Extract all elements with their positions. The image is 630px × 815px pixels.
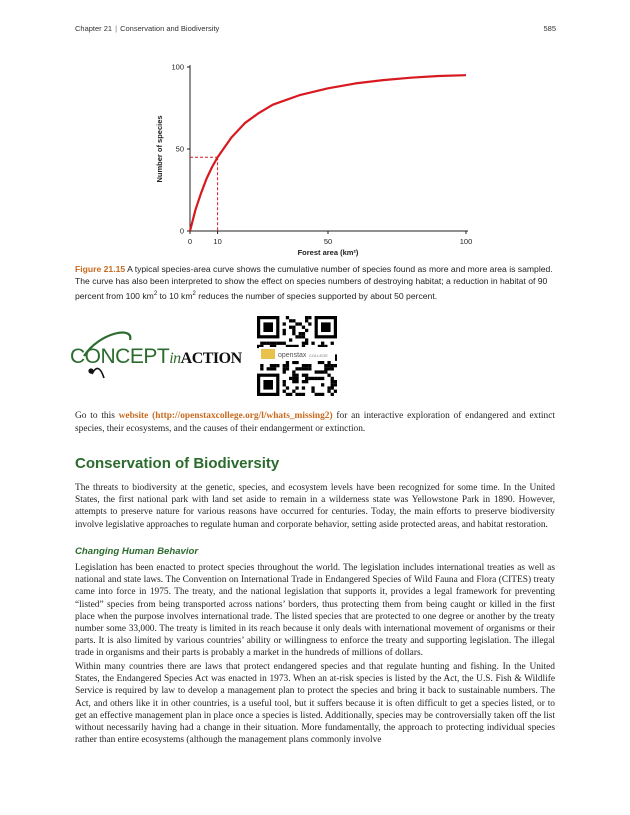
qr-module — [286, 364, 289, 367]
figure-caption — [75, 263, 555, 302]
qr-module — [305, 329, 308, 332]
qr-module — [327, 367, 330, 370]
qr-module — [289, 319, 292, 322]
qr-module — [292, 326, 295, 329]
qr-module — [283, 364, 286, 367]
x-axis-title: Forest area (km²) — [297, 248, 359, 257]
concept-title: CONCEPT — [70, 345, 170, 368]
qr-module — [286, 316, 289, 319]
concept-action: ACTION — [180, 350, 242, 367]
qr-module — [295, 393, 298, 396]
chapter-title: Conservation and Biodiversity — [120, 24, 220, 33]
qr-module — [334, 380, 337, 383]
qr-module — [331, 383, 334, 386]
qr-module — [305, 342, 308, 345]
qr-module — [295, 335, 298, 338]
qr-module — [324, 370, 327, 373]
qr-module — [334, 383, 337, 386]
in-action — [169, 350, 241, 367]
qr-module — [315, 377, 318, 380]
caption-text-c: reduces the number of species supported by about 50 percent. — [195, 290, 438, 301]
qr-module — [295, 374, 298, 377]
qr-module — [318, 361, 321, 364]
qr-code — [257, 316, 337, 396]
qr-module — [327, 364, 330, 367]
qr-module — [302, 380, 305, 383]
figure-label: Figure 21.15 — [75, 264, 126, 274]
openstax-logo-icon — [261, 349, 275, 359]
qr-module — [311, 377, 314, 380]
qr-module — [305, 316, 308, 319]
qr-module — [295, 367, 298, 370]
go-text-b: for an interactive exploration of endangered and extinct species, their ecosystems, and the causes of their endangerment or extinction. — [75, 411, 555, 434]
qr-module — [331, 386, 334, 389]
qr-module — [305, 319, 308, 322]
concept-text — [70, 345, 242, 369]
qr-module — [260, 364, 263, 367]
qr-module — [308, 322, 311, 325]
qr-module — [292, 329, 295, 332]
qr-brand: openstax — [278, 352, 307, 359]
qr-module — [295, 380, 298, 383]
go-to-paragraph — [75, 410, 555, 436]
qr-module — [283, 383, 286, 386]
qr-module — [263, 342, 266, 345]
qr-finder — [263, 322, 273, 332]
qr-module — [302, 335, 305, 338]
qr-module — [273, 364, 276, 367]
caption-sup-1: 2 — [153, 290, 158, 297]
qr-module — [283, 332, 286, 335]
qr-module — [308, 377, 311, 380]
qr-module — [318, 393, 321, 396]
qr-module — [324, 364, 327, 367]
y-axis-title: Number of species — [155, 115, 164, 183]
y-tick-label: 50 — [175, 144, 184, 154]
qr-module — [302, 374, 305, 377]
paragraph-intro: The threats to biodiversity at the genetic, species, and ecosystem levels have been recognized for some time. In the United States, the first national park with land set aside to remain in a wilderness state was Yellowstone Park in 1890. However, attempts to preserve nature for various reasons have occurred for centuries. Today, the main efforts to preserve biodiversity involve legislative approaches to regulate human and corporate behavior, setting aside protected areas, and habitat restoration. — [75, 483, 555, 530]
caption-sup-2: 2 — [192, 290, 196, 297]
qr-module — [283, 322, 286, 325]
qr-module — [321, 361, 324, 364]
qr-module — [292, 370, 295, 373]
species-area-chart — [150, 55, 485, 265]
qr-module — [324, 367, 327, 370]
qr-module — [299, 393, 302, 396]
qr-module — [305, 364, 308, 367]
qr-finder — [263, 380, 273, 390]
qr-module — [311, 390, 314, 393]
qr-module — [302, 342, 305, 345]
qr-module — [327, 386, 330, 389]
go-text-a: Go to this — [75, 411, 119, 421]
chart-plot-area — [171, 63, 472, 247]
qr-module — [283, 380, 286, 383]
qr-module — [286, 367, 289, 370]
qr-module — [279, 342, 282, 345]
page-header — [75, 24, 556, 33]
qr-module — [270, 364, 273, 367]
qr-module — [331, 367, 334, 370]
page-number: 585 — [543, 24, 556, 33]
qr-module — [267, 367, 270, 370]
species-area-curve — [190, 75, 466, 231]
qr-module — [334, 390, 337, 393]
qr-module — [321, 370, 324, 373]
qr-finder — [321, 322, 331, 332]
concept-in-action-logo — [70, 326, 240, 386]
qr-module — [289, 338, 292, 341]
qr-module — [318, 370, 321, 373]
qr-module — [299, 332, 302, 335]
qr-module — [321, 383, 324, 386]
qr-module — [295, 386, 298, 389]
qr-module — [305, 380, 308, 383]
qr-module — [270, 342, 273, 345]
qr-module — [276, 364, 279, 367]
qr-module — [299, 322, 302, 325]
qr-module — [286, 361, 289, 364]
qr-module — [289, 326, 292, 329]
qr-module — [331, 377, 334, 380]
qr-module — [334, 364, 337, 367]
qr-module — [260, 367, 263, 370]
qr-module — [260, 342, 263, 345]
subsection-heading: Changing Human Behavior — [75, 546, 199, 557]
qr-module — [305, 367, 308, 370]
caption-text-a: A typical species-area curve shows the cumulative number of species found as more and more area is sampled. The curve has also been interpreted to show the effect on species numbers of destroying habitat; a reduction in habitat of 90 percent from 100 km — [75, 264, 553, 301]
website-link[interactable]: website (http://openstaxcollege.org/l/whats_missing2) — [118, 411, 333, 421]
section-heading: Conservation of Biodiversity — [75, 455, 280, 472]
qr-module — [331, 342, 334, 345]
paragraph-endangered-species-act: Within many countries there are laws that protect endangered species and that regulate hunting and fishing. In the United States, the Endangered Species Act was enacted in 1973. When an at-risk species is listed by the Act, the U.S. Fish & Wildlife Service is required by law to develop a management plan to protect the species and bring it back to sustainable numbers. The Act, and others like it in other countries, is a useful tool, but it suffers because it is often difficult to get a species listed, or to get an effective management plan in place once a species is listed. Additionally, species may be controversially taken off the list without necessarily having had a change in their situation. More fundamentally, the approach to protecting individual species rather than entire ecosystems (although the management plans commonly involve — [75, 662, 555, 746]
qr-module — [283, 342, 286, 345]
qr-module — [273, 342, 276, 345]
qr-module — [302, 393, 305, 396]
qr-module — [292, 319, 295, 322]
qr-module — [276, 342, 279, 345]
qr-module — [308, 316, 311, 319]
qr-module — [299, 335, 302, 338]
qr-module — [305, 377, 308, 380]
qr-module — [311, 386, 314, 389]
y-tick-label: 0 — [179, 226, 184, 236]
qr-module — [302, 332, 305, 335]
qr-module — [302, 367, 305, 370]
qr-module — [283, 329, 286, 332]
x-tick-label: 50 — [323, 237, 333, 246]
concept-in: in — [169, 350, 181, 367]
qr-module — [305, 338, 308, 341]
qr-module — [321, 377, 324, 380]
qr-module — [292, 380, 295, 383]
qr-module — [292, 361, 295, 364]
qr-module — [331, 380, 334, 383]
qr-module — [302, 364, 305, 367]
qr-module — [283, 390, 286, 393]
qr-module — [289, 393, 292, 396]
qr-module — [292, 377, 295, 380]
x-tick-label: 100 — [459, 237, 473, 246]
qr-module — [315, 393, 318, 396]
qr-module — [292, 332, 295, 335]
qr-module — [267, 342, 270, 345]
qr-module — [292, 390, 295, 393]
qr-module — [305, 374, 308, 377]
qr-module — [270, 367, 273, 370]
qr-module — [318, 377, 321, 380]
qr-module — [327, 374, 330, 377]
qr-module — [273, 367, 276, 370]
qr-module — [331, 393, 334, 396]
qr-module — [289, 377, 292, 380]
qr-module — [292, 374, 295, 377]
qr-module — [295, 377, 298, 380]
qr-module — [308, 367, 311, 370]
qr-module — [331, 364, 334, 367]
qr-module — [315, 370, 318, 373]
caption-text-b: to 10 km — [157, 290, 193, 301]
qr-module — [283, 367, 286, 370]
qr-module — [286, 386, 289, 389]
qr-module — [327, 361, 330, 364]
qr-module — [295, 361, 298, 364]
qr-module — [302, 386, 305, 389]
qr-sub: COLLEGE — [309, 353, 328, 358]
qr-module — [311, 342, 314, 345]
qr-module — [283, 370, 286, 373]
qr-module — [299, 367, 302, 370]
paragraph-legislation: Legislation has been enacted to protect species throughout the world. The legislation includes international treaties as well as national and state laws. The Convention on International Trade in Endangered Species of Wild Fauna and Flora (CITES) treaty came into force in 1975. The treaty, and the national legislation that supports it, provides a legal framework for preventing “listed” species from being transported across nations’ borders, thus protecting them from being caught or killed in the first place when the purpose involves international trade. The listed species that are protected to one degree or another by the treaty number some 33,000. The treaty is limited in its reach because it only deals with international movement of organisms or their parts. It is also limited by various countries’ ability or willingness to enforce the treaty and supporting legislation. The illegal trade in organisms and their parts is probably a market in the hundreds of millions of dollars. — [75, 563, 555, 659]
qr-module — [302, 326, 305, 329]
qr-module — [295, 322, 298, 325]
qr-module — [286, 393, 289, 396]
running-head: Chapter 21 | Conservation and Biodiversity — [75, 24, 220, 33]
chapter-number: Chapter 21 — [75, 24, 113, 33]
qr-module — [308, 364, 311, 367]
x-tick-label: 0 — [187, 237, 193, 246]
qr-module — [321, 393, 324, 396]
qr-module — [327, 390, 330, 393]
y-tick-label: 100 — [171, 62, 184, 72]
x-tick-label: 10 — [213, 237, 222, 246]
qr-module — [321, 342, 324, 345]
